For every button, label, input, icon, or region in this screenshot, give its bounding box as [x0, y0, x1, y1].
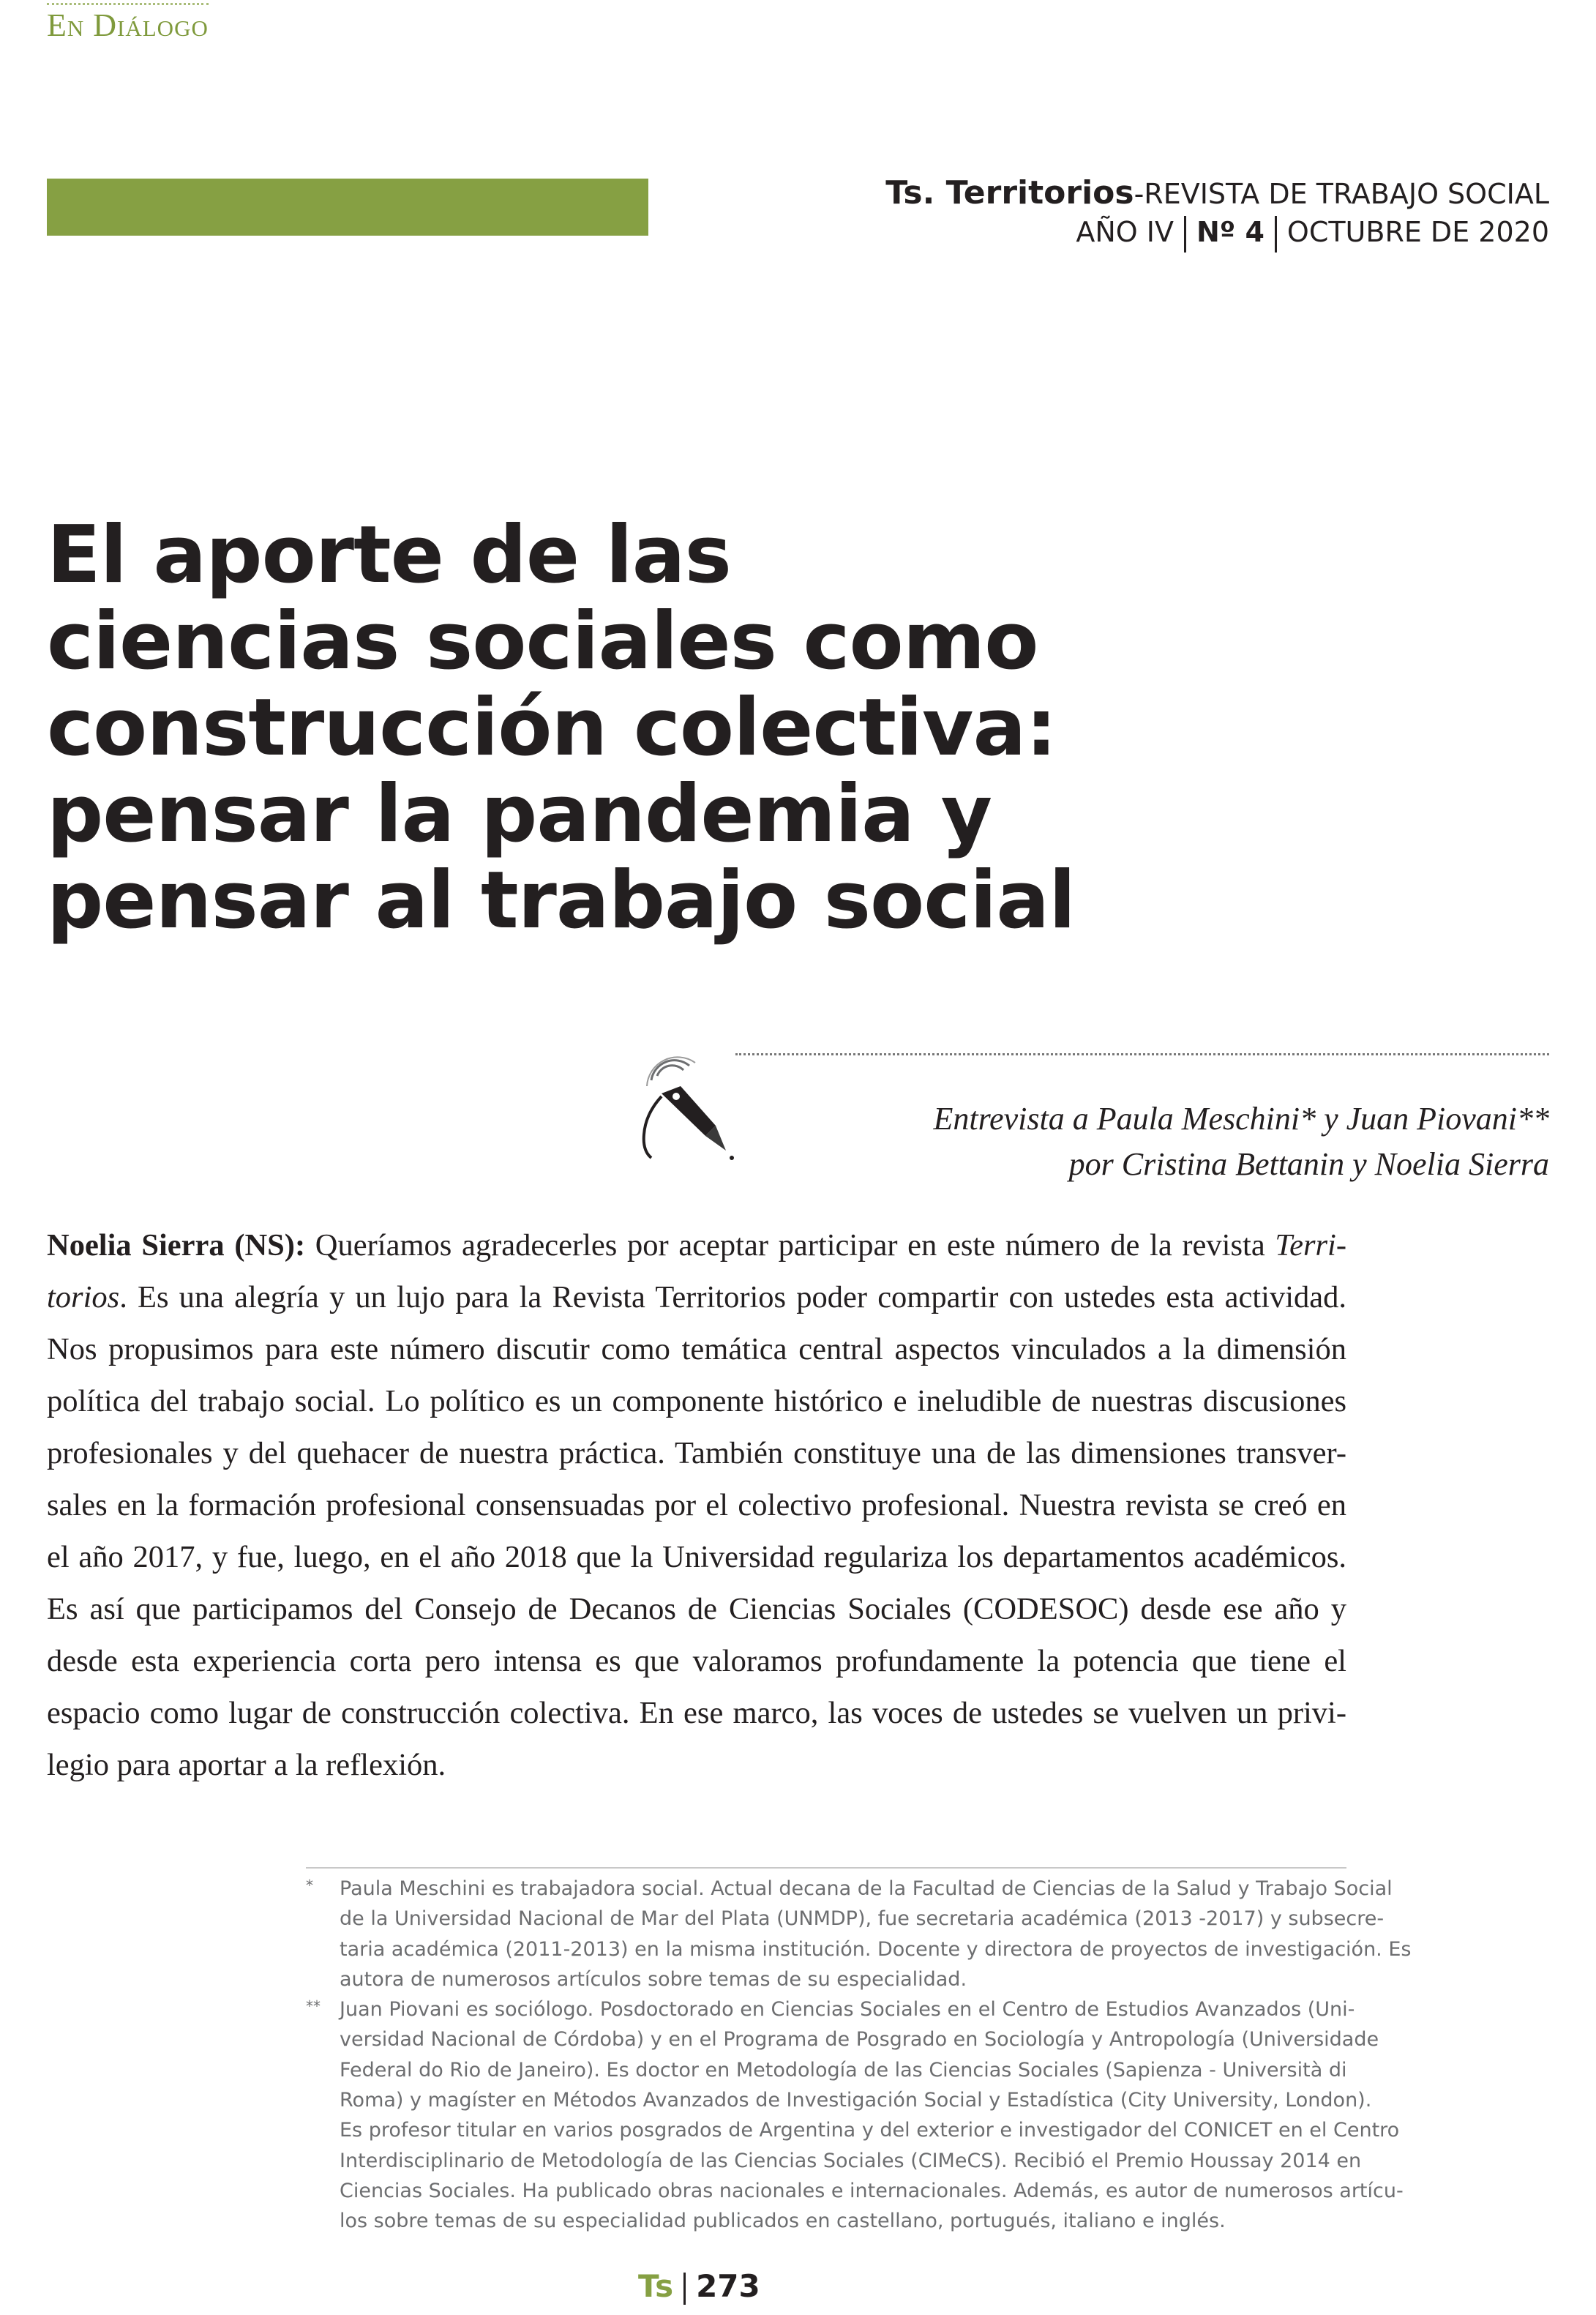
footnote-line: Juan Piovani es sociólogo. Posdoctorado en Ciencias Sociales en el Centro de Estudios Avanzados (Uni-	[340, 1998, 1355, 2022]
body-line: sales en la formación profesional consensuadas por el colectivo profesional. Nuestra revista se creó en	[47, 1488, 1346, 1522]
page-folio	[638, 2267, 760, 2305]
body-line: política del trabajo social. Lo político es un componente histórico e ineludible de nuestras discusiones	[47, 1384, 1346, 1418]
body-line: Nos propusimos para este número discutir como temática central aspectos vinculados a la dimensión	[47, 1332, 1346, 1366]
footnote-line: autora de numerosos artículos sobre temas de su especialidad.	[340, 1967, 967, 1991]
footnote-line: Federal do Rio de Janeiro). Es doctor en Metodología de las Ciencias Sociales (Sapienza - Università di	[340, 2058, 1347, 2082]
divider	[1275, 216, 1277, 253]
journal-header	[885, 174, 1549, 253]
footnote-line: Roma) y magíster en Métodos Avanzados de Investigación Social y Estadística (City University, London).	[340, 2089, 1372, 2112]
byline-interviewees: Entrevista a Paula Meschini* y Juan Piovani**	[933, 1101, 1549, 1137]
footnote-line: Interdisciplinario de Metodología de las Ciencias Sociales (CIMeCS). Recibió el Premio Houssay 2014 en	[340, 2149, 1362, 2172]
accent-bar	[47, 179, 648, 236]
footnote-mark: *	[306, 1877, 313, 1894]
byline	[933, 1096, 1549, 1187]
title-line: ciencias sociales como	[47, 596, 1038, 687]
footnote-line: Paula Meschini es trabajadora social. Actual decana de la Facultad de Ciencias de la Salud y Trabajo Social	[340, 1877, 1393, 1900]
article-title	[47, 509, 1144, 946]
journal-name: Ts. Territorios	[885, 174, 1134, 212]
footnote-line: Es profesor titular en varios posgrados de Argentina y del exterior e investigador del CONICET en el Centro	[340, 2119, 1400, 2142]
journal-date: OCTUBRE DE 2020	[1286, 216, 1549, 248]
divider	[683, 2273, 686, 2305]
section-tag: En Diálogo	[47, 3, 209, 44]
body-line: legio para aportar a la reflexión.	[47, 1748, 446, 1782]
footnote-line: Ciencias Sociales. Ha publicado obras nacionales e internacionales. Además, es autor de numerosos artícu-	[340, 2179, 1404, 2202]
footnote-line: versidad Nacional de Córdoba) y en el Programa de Posgrado en Sociología y Antropología (Universidade	[340, 2028, 1379, 2052]
title-line: pensar al trabajo social	[47, 855, 1076, 946]
journal-subtitle: -REVISTA DE TRABAJO SOCIAL	[1134, 178, 1549, 210]
body-line: el año 2017, y fue, luego, en el año 2018 que la Universidad regulariza los departamentos académicos.	[47, 1540, 1346, 1574]
journal-year: AÑO IV	[1076, 216, 1174, 248]
body-line: desde esta experiencia corta pero intensa es que valoramos profundamente la potencia que tiene el	[47, 1644, 1346, 1678]
body-line	[47, 1219, 1346, 1271]
body-line: profesionales y del quehacer de nuestra práctica. También constituye una de las dimensiones transver-	[47, 1436, 1346, 1470]
footnote-line: taria académica (2011-2013) en la misma institución. Docente y directora de proyectos de investigación. Es	[340, 1937, 1412, 1961]
footnotes	[306, 1874, 1412, 2237]
footnote-meschini	[306, 1874, 1412, 1994]
title-line: El aporte de las	[47, 509, 731, 601]
interview-body	[47, 1219, 1346, 1791]
title-line: pensar la pandemia y	[47, 768, 992, 860]
folio-brand: Ts	[638, 2268, 674, 2304]
speaker-label: Noelia Sierra (NS):	[47, 1228, 306, 1263]
footnote-mark: **	[306, 1997, 321, 2016]
body-text-span: Queríamos agradecerles por aceptar participar en este número de la revista	[305, 1228, 1275, 1263]
footnote-line: los sobre temas de su especialidad publicados en castellano, portugués, italiano e inglés.	[340, 2210, 1226, 2233]
title-line: construcción colectiva:	[47, 682, 1057, 774]
footnote-rule	[306, 1867, 1346, 1869]
journal-number: Nº 4	[1196, 216, 1265, 248]
byline-interviewers: por Cristina Bettanin y Noelia Sierra	[1068, 1146, 1549, 1182]
footnote-line: de la Universidad Nacional de Mar del Plata (UNMDP), fue secretaria académica (2013 -2017) y subsecre-	[340, 1907, 1385, 1931]
page-number: 273	[696, 2268, 760, 2304]
divider	[1184, 216, 1186, 253]
fountain-pen-icon	[629, 1048, 739, 1165]
body-line: Es así que participamos del Consejo de Decanos de Ciencias Sociales (CODESOC) desde ese año y	[47, 1592, 1346, 1626]
italic-journal-name: torios	[47, 1280, 120, 1314]
body-text-span: . Es una alegría y un lujo para la Revista Territorios poder compartir con ustedes esta actividad.	[119, 1280, 1346, 1314]
journal-issue-line	[885, 213, 1549, 253]
body-line: espacio como lugar de construcción colectiva. En ese marco, las voces de ustedes se vuelven un privi-	[47, 1696, 1346, 1730]
italic-journal-name: Terri-	[1275, 1228, 1347, 1263]
body-line	[47, 1271, 1346, 1323]
byline-rule	[735, 1053, 1549, 1055]
footnote-piovani	[306, 1994, 1404, 2236]
journal-title-line	[885, 174, 1549, 213]
